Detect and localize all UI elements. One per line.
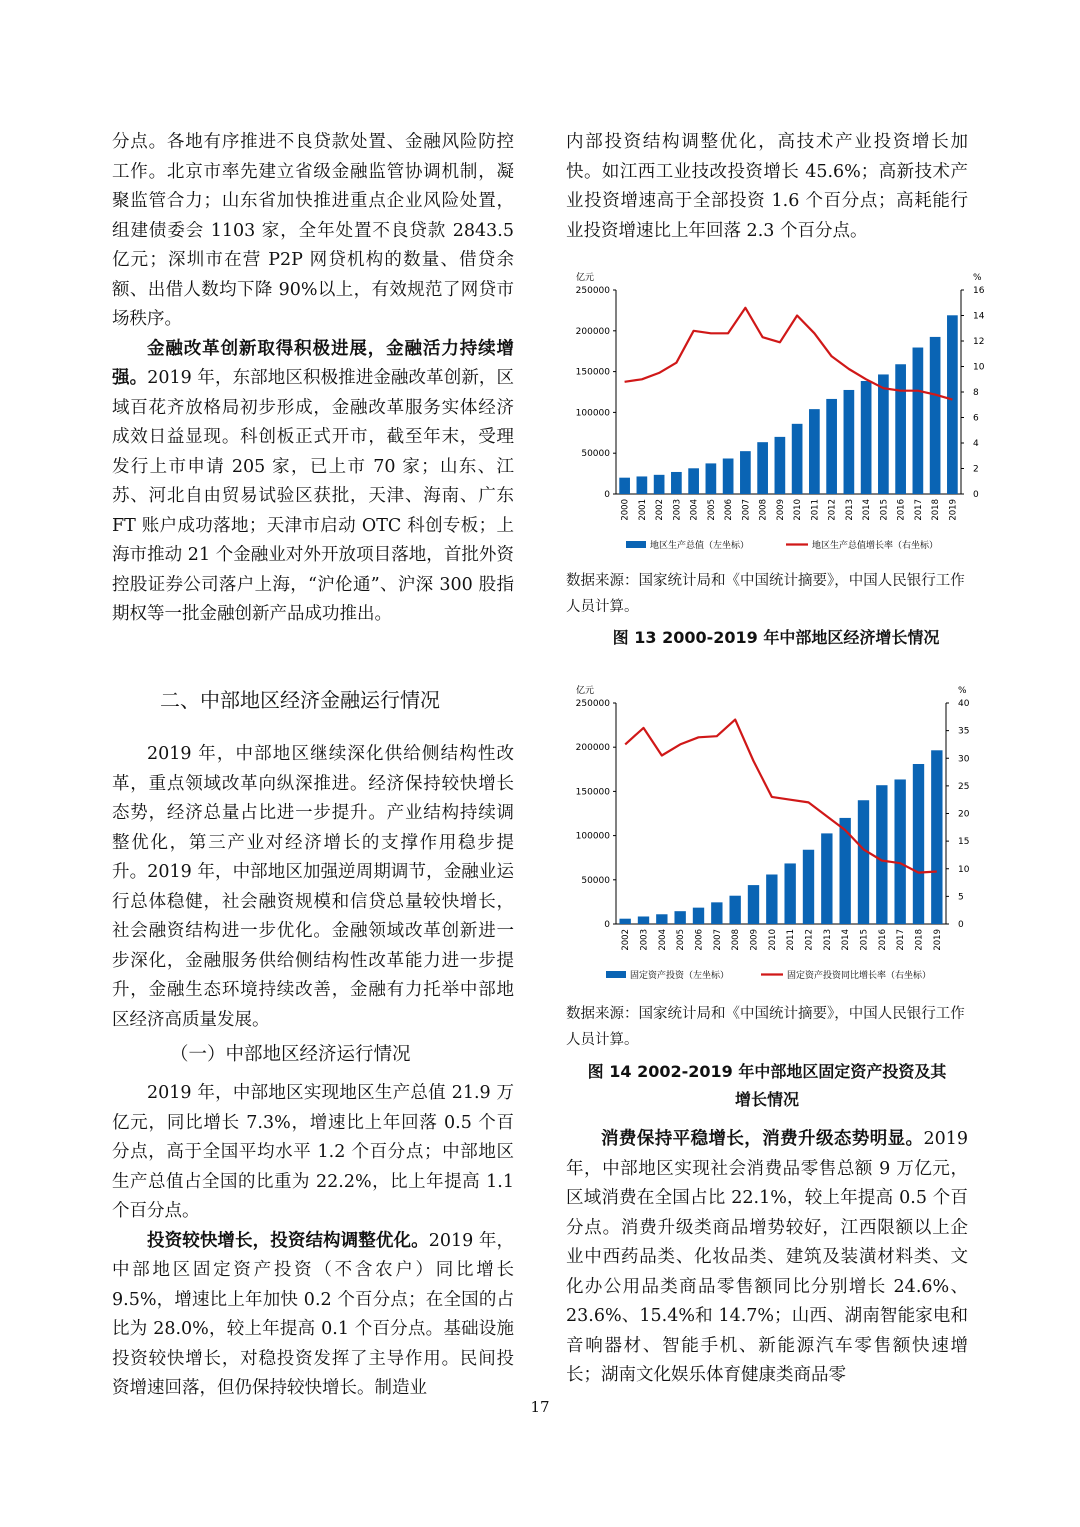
x-tick-label: 2007 — [741, 499, 752, 521]
x-tick-label: 2006 — [694, 929, 705, 951]
y-axis-right-label: % — [958, 686, 967, 696]
x-tick-label: 2018 — [931, 499, 942, 521]
y-tick-label-right: 10 — [973, 362, 985, 373]
bar — [688, 468, 699, 494]
y-tick-label-left: 200000 — [575, 743, 610, 754]
legend-swatch-bar — [626, 541, 646, 548]
paragraph: 分点。各地有序推进不良贷款处置、金融风险防控工作。北京市率先建立省级金融监管协调机制，凝聚监管合力；山东省加快推进重点企业风险处置，组建债委会 1103 家，全年处置不良贷款 2843.5 亿元；深圳市在营 P2P 网贷机构的数量、借贷余额、出借人数均下降 90%以上，有效规范了网贷市场秩序。 — [112, 132, 514, 329]
bar — [930, 337, 941, 494]
bar — [693, 908, 704, 924]
legend-swatch-bar — [606, 971, 626, 978]
y-tick-label-right: 16 — [973, 286, 985, 296]
bar — [637, 476, 648, 494]
bar — [740, 451, 751, 494]
x-tick-label: 2013 — [844, 499, 855, 521]
y-tick-label-left: 150000 — [575, 787, 610, 798]
bar — [792, 424, 803, 494]
bar — [748, 885, 759, 924]
x-tick-label: 2003 — [672, 499, 683, 521]
bar — [803, 850, 814, 924]
y-tick-label-right: 5 — [958, 892, 964, 903]
paragraph-text: 2019 年，中部地区固定资产投资（不含农户）同比增长 9.5%，增速比上年加快 0.2 个百分点；在全国的占比为 28.0%，较上年提高 0.1 个百分点。基础设施投资较快增长，对稳投资发挥了主导作用。民间投资增速回落，但仍保持较快增长。制造业 — [112, 1230, 514, 1398]
bar — [706, 463, 717, 494]
paragraph: 内部投资结构调整优化，高技术产业投资增长加快。如江西工业技改投资增长 45.6%；高新技术产业投资增速高于全部投资 1.6 个百分点；高耗能行业投资增速比上年回落 2.3 个百分点。 — [566, 132, 968, 241]
x-tick-label: 2008 — [758, 499, 769, 521]
legend-label-bar: 固定资产投资（左坐标） — [630, 971, 730, 981]
bar — [784, 863, 795, 924]
y-tick-label-right: 15 — [958, 837, 970, 848]
right-column — [566, 128, 968, 246]
x-tick-label: 2018 — [914, 929, 925, 951]
bar — [674, 911, 685, 924]
y-tick-label-right: 4 — [973, 439, 979, 449]
paragraph-text: 2019 年，东部地区积极推进金融改革创新，区域百花齐放格局初步形成，金融改革服务实体经济成效日益显现。科创板正式开市，截至年末，受理发行上市申请 205 家，已上市 70 家；山东、江苏、河北自由贸易试验区获批，天津、海南、广东 FT 账户成功落地；天津市启动 OTC 科创专板；上海市推动 21 个金融业对外开放项目落地，首批外资控股证券公司落户上海，“沪伦通”、沪深 300 股指期权等一批金融创新产品成功推出。 — [112, 368, 515, 624]
bar — [711, 902, 722, 924]
y-tick-label-right: 14 — [973, 311, 985, 322]
bar — [895, 364, 906, 494]
fig13-caption: 图 13 2000-2019 年中部地区经济增长情况 — [612, 628, 940, 647]
paragraph-text: 2019 年，中部地区实现社会消费品零售总额 9 万亿元，区域消费在全国占比 22.1%，较上年提高 0.5 个百分点。消费升级类商品增势较好，江西限额以上企业中西药品类、化妆品类、建筑及装潢材料类、文化办公用品类商品零售额同比分别增长 24.6%、23.6%、15.4%和 14.7%；山西、湖南智能家电和音响器材、智能手机、新能源汽车零售额快速增长；湖南文化娱乐体育健康类商品零 — [566, 1129, 968, 1385]
y-tick-label-left: 250000 — [575, 699, 610, 709]
x-tick-label: 2012 — [827, 499, 838, 521]
bar — [619, 919, 630, 924]
y-tick-label-right: 10 — [958, 864, 970, 875]
y-tick-label-left: 100000 — [575, 831, 610, 842]
y-axis-left-label: 亿元 — [576, 273, 595, 283]
subsection-heading: （一）中部地区经济运行情况 — [170, 1044, 411, 1065]
x-tick-label: 2004 — [689, 499, 700, 521]
bar — [878, 374, 889, 494]
x-tick-label: 2005 — [706, 499, 717, 521]
lead-sentence: 投资较快增长，投资结构调整优化。 — [147, 1230, 429, 1251]
paragraph: 2019 年，中部地区继续深化供给侧结构性改革，重点领域改革向纵深推进。经济保持较快增长态势，经济总量占比进一步提升。产业结构持续调整优化，第三产业对经济增长的支撑作用稳步提升。2019 年，中部地区加强逆周期调节，金融业运行总体稳健，社会融资规模和信贷总量较快增长，社会融资结构进一步优化。金融领域改革创新进一步深化，金融服务供给侧结构性改革能力进一步提升，金融生态环境持续改善，金融有力托举中部地区经济高质量发展。 — [112, 744, 514, 1030]
y-tick-label-right: 0 — [973, 490, 979, 500]
bar — [671, 472, 682, 494]
bar — [826, 399, 837, 494]
y-tick-label-left: 0 — [604, 920, 610, 930]
x-tick-label: 2017 — [913, 499, 924, 521]
x-tick-label: 2012 — [804, 929, 815, 951]
legend-label-bar: 地区生产总值（左坐标） — [650, 541, 750, 551]
y-tick-label-right: 40 — [958, 699, 970, 709]
x-tick-label: 2000 — [620, 499, 631, 521]
x-tick-label: 2006 — [724, 499, 735, 521]
x-tick-label: 2002 — [621, 929, 632, 951]
left-column — [112, 128, 514, 630]
bar — [876, 785, 887, 924]
lead-sentence: 消费保持平稳增长，消费升级态势明显。 — [601, 1129, 924, 1149]
bar — [638, 916, 649, 924]
y-tick-label-left: 0 — [604, 490, 610, 500]
bar — [619, 478, 630, 494]
x-tick-label: 2002 — [655, 499, 666, 521]
y-tick-label-left: 50000 — [581, 449, 610, 460]
fig14-caption-line2: 增长情况 — [734, 1090, 799, 1109]
x-tick-label: 2016 — [896, 499, 907, 521]
x-tick-label: 2014 — [862, 499, 873, 521]
y-axis-left-label: 亿元 — [576, 686, 595, 696]
y-tick-label-left: 100000 — [575, 408, 610, 419]
x-tick-label: 2005 — [676, 929, 687, 951]
fig14-source: 数据来源：国家统计局和《中国统计摘要》，中国人民银行工作人员计算。 — [566, 1006, 965, 1048]
y-tick-label-left: 50000 — [581, 875, 610, 886]
y-tick-label-right: 8 — [973, 388, 979, 398]
x-tick-label: 2010 — [793, 499, 804, 521]
section-heading: 二、中部地区经济金融运行情况 — [160, 688, 440, 712]
x-tick-label: 2009 — [749, 929, 760, 951]
paragraph: 2019 年，中部地区实现地区生产总值 21.9 万亿元，同比增长 7.3%，增速比上年回落 0.5 个百分点，高于全国平均水平 1.2 个百分点；中部地区生产总值占全国的比重为 22.2%，比上年提高 1.1 个百分点。 — [112, 1083, 514, 1221]
legend-label-line: 固定资产投资同比增长率（右坐标） — [787, 971, 932, 981]
bar — [654, 475, 665, 494]
x-tick-label: 2007 — [712, 929, 723, 951]
y-tick-label-right: 0 — [958, 920, 964, 930]
page-number: 17 — [530, 1398, 550, 1416]
fig14-caption — [566, 1058, 968, 1114]
x-tick-label: 2016 — [877, 929, 888, 951]
x-tick-label: 2003 — [639, 929, 650, 951]
bar — [723, 459, 734, 494]
y-tick-label-left: 200000 — [575, 326, 610, 337]
bar — [775, 437, 786, 494]
y-tick-label-left: 150000 — [575, 367, 610, 378]
bar — [931, 750, 942, 924]
x-tick-label: 2017 — [896, 929, 907, 951]
chart-fig13 — [566, 262, 986, 562]
bar — [861, 381, 872, 494]
bar — [947, 315, 958, 494]
x-tick-label: 2004 — [657, 929, 668, 951]
y-tick-label-left: 250000 — [575, 286, 610, 296]
y-tick-label-right: 25 — [958, 781, 970, 792]
x-tick-label: 2010 — [767, 929, 778, 951]
x-tick-label: 2014 — [841, 929, 852, 951]
y-tick-label-right: 2 — [973, 464, 979, 475]
bar — [656, 914, 667, 924]
lead-sentence: 金融改革创新取得积极进展，金融活力持续增强。 — [112, 338, 514, 388]
y-axis-right-label: % — [973, 273, 982, 283]
fig14-caption-line1: 图 14 2002-2019 年中部地区固定资产投资及其 — [587, 1062, 947, 1081]
fig13-source: 数据来源：国家统计局和《中国统计摘要》，中国人民银行工作人员计算。 — [566, 573, 965, 615]
legend-label-line: 地区生产总值增长率（右坐标） — [812, 541, 939, 551]
bar — [729, 896, 740, 924]
bar — [844, 390, 855, 494]
x-tick-label: 2009 — [775, 499, 786, 521]
right-column-bottom — [566, 1125, 968, 1391]
y-tick-label-right: 35 — [958, 726, 970, 737]
x-tick-label: 2019 — [932, 929, 943, 951]
x-tick-label: 2011 — [810, 499, 821, 521]
left-column-lower — [112, 740, 514, 1035]
bar — [821, 833, 832, 924]
y-tick-label-right: 20 — [958, 809, 970, 820]
bar — [894, 779, 905, 924]
bar — [809, 409, 820, 494]
x-tick-label: 2011 — [786, 929, 797, 951]
bar — [913, 764, 924, 924]
bar — [858, 800, 869, 924]
paragraph — [112, 335, 514, 630]
x-tick-label: 2013 — [822, 929, 833, 951]
paragraph — [566, 1125, 968, 1391]
paragraph — [112, 1227, 514, 1404]
y-tick-label-right: 6 — [973, 413, 979, 424]
x-tick-label: 2015 — [859, 929, 870, 951]
y-tick-label-right: 12 — [973, 337, 985, 347]
bar — [913, 348, 924, 494]
x-tick-label: 2015 — [879, 499, 890, 521]
bar — [757, 442, 768, 494]
bar — [766, 874, 777, 924]
x-tick-label: 2019 — [948, 499, 959, 521]
chart-fig14 — [566, 678, 986, 988]
left-column-bottom — [112, 1079, 514, 1404]
y-tick-label-right: 30 — [958, 754, 970, 765]
series-line — [625, 720, 937, 873]
x-tick-label: 2008 — [731, 929, 742, 951]
x-tick-label: 2001 — [637, 499, 648, 521]
